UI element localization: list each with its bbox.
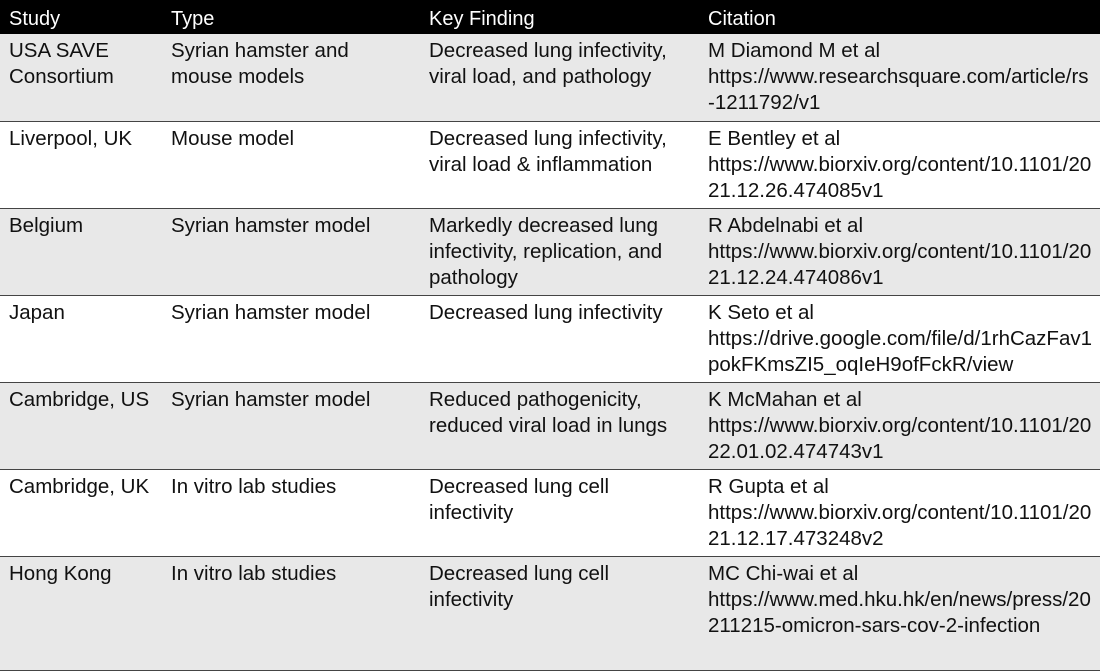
header-key-finding: Key Finding <box>429 8 535 30</box>
table-row <box>0 556 1100 670</box>
citation-author: M Diamond M et al <box>708 39 881 62</box>
table-row <box>0 121 1100 208</box>
cell-key-finding: Decreased lung infectivity <box>420 295 699 382</box>
cell-citation <box>699 295 1100 382</box>
table-row <box>0 382 1100 469</box>
cell-citation <box>699 208 1100 295</box>
cell-study: Cambridge, US <box>0 382 162 469</box>
table-row <box>0 208 1100 295</box>
cell-key-finding: Markedly decreased lung infectivity, replication, and pathology <box>420 208 699 295</box>
cell-type: Syrian hamster model <box>162 295 420 382</box>
cell-type: Syrian hamster model <box>162 382 420 469</box>
table-row <box>0 295 1100 382</box>
header-row <box>0 0 1100 34</box>
cell-type: Syrian hamster and mouse models <box>162 34 420 121</box>
cell-citation <box>699 382 1100 469</box>
table-header <box>0 0 1100 34</box>
header-type: Type <box>171 8 215 30</box>
cell-type: Syrian hamster model <box>162 208 420 295</box>
citation-author: MC Chi-wai et al <box>708 561 859 585</box>
citation-link[interactable]: https://www.biorxiv.org/content/10.1101/2022.01.02.474743v1 <box>708 413 1092 463</box>
cell-study: USA SAVE Consortium <box>0 34 162 121</box>
cell-key-finding: Decreased lung cell infectivity <box>420 469 699 556</box>
citation-author: R Abdelnabi et al <box>708 213 864 237</box>
table-row <box>0 34 1100 121</box>
cell-type: In vitro lab studies <box>162 469 420 556</box>
cell-type: Mouse model <box>162 121 420 208</box>
citation-author: E Bentley et al <box>708 126 841 150</box>
header-citation: Citation <box>708 8 776 30</box>
cell-type: In vitro lab studies <box>162 556 420 670</box>
cell-key-finding: Decreased lung infectivity, viral load, and pathology <box>420 34 699 121</box>
cell-study: Hong Kong <box>0 556 162 670</box>
citation-author: K Seto et al <box>708 300 814 324</box>
header-study: Study <box>9 8 61 30</box>
cell-citation <box>699 34 1100 121</box>
citation-link[interactable]: https://www.researchsquare.com/article/rs-1211792/v1 <box>708 65 1089 114</box>
cell-study: Cambridge, UK <box>0 469 162 556</box>
citation-author: K McMahan et al <box>708 387 862 411</box>
citation-link[interactable]: https://www.biorxiv.org/content/10.1101/2021.12.24.474086v1 <box>708 239 1092 289</box>
table-body <box>0 34 1100 670</box>
citation-link[interactable]: https://www.biorxiv.org/content/10.1101/2021.12.26.474085v1 <box>708 152 1092 202</box>
citation-link[interactable]: https://www.med.hku.hk/en/news/press/20211215-omicron-sars-cov-2-infection <box>708 587 1091 637</box>
citation-author: R Gupta et al <box>708 474 829 498</box>
cell-study: Liverpool, UK <box>0 121 162 208</box>
cell-citation <box>699 556 1100 670</box>
cell-citation <box>699 121 1100 208</box>
cell-key-finding: Decreased lung cell infectivity <box>420 556 699 670</box>
cell-study: Belgium <box>0 208 162 295</box>
citation-link[interactable]: https://drive.google.com/file/d/1rhCazFav1pokFKmsZI5_oqIeH9ofFckR/view <box>708 326 1092 376</box>
cell-study: Japan <box>0 295 162 382</box>
cell-citation <box>699 469 1100 556</box>
citation-link[interactable]: https://www.biorxiv.org/content/10.1101/2021.12.17.473248v2 <box>708 500 1092 550</box>
cell-key-finding: Decreased lung infectivity, viral load & inflammation <box>420 121 699 208</box>
cell-key-finding: Reduced pathogenicity, reduced viral load in lungs <box>420 382 699 469</box>
table-row <box>0 469 1100 556</box>
